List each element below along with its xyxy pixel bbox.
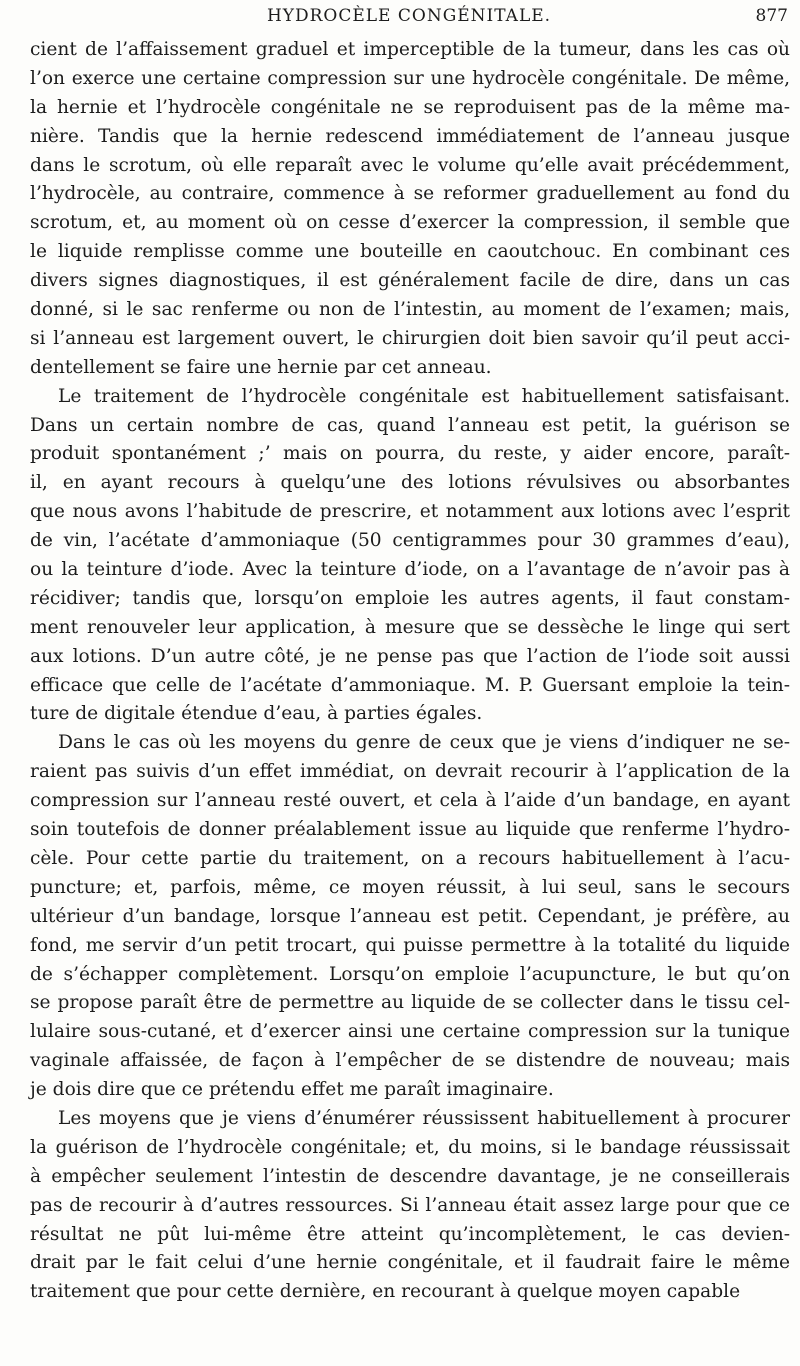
text-line: puncture; et, parfois, même, ce moyen réussit, à lui seul, sans le secours	[30, 876, 790, 898]
text-line: pas de recourir à d’autres ressources. Si l’anneau était assez large pour que ce	[30, 1194, 790, 1216]
text-line: récidiver; tandis que, lorsqu’on emploie les autres agents, il faut constam-	[30, 587, 790, 609]
text-line: se propose paraît être de permettre au liquide de se collecter dans le tissu cel-	[30, 992, 790, 1014]
text-line: Dans un certain nombre de cas, quand l’anneau est petit, la guérison se	[30, 414, 790, 436]
text-line: drait par le fait celui d’une hernie congénitale, et il faudrait faire le même	[30, 1252, 790, 1274]
body-text	[30, 36, 790, 1307]
text-line: fond, me servir d’un petit trocart, qui puisse permettre à la totalité du liquide	[30, 934, 790, 956]
text-line: Les moyens que je viens d’énumérer réussissent habituellement à procurer	[58, 1107, 790, 1129]
text-line: cèle. Pour cette partie du traitement, on a recours habituellement à l’acu-	[30, 847, 790, 869]
text-line: l’on exerce une certaine compression sur une hydrocèle congénitale. De même,	[30, 67, 790, 89]
page-header	[30, 6, 788, 32]
text-line: l’hydrocèle, au contraire, commence à se reformer graduellement au fond du	[30, 183, 790, 205]
text-line: Dans le cas où les moyens du genre de ceux que je viens d’indiquer ne se-	[58, 732, 790, 754]
text-line: à empêcher seulement l’intestin de descendre davantage, je ne conseillerais	[30, 1165, 790, 1187]
text-line: lulaire sous-cutané, et d’exercer ainsi une certaine compression sur la tunique	[30, 1021, 790, 1043]
text-line: divers signes diagnostiques, il est généralement facile de dire, dans un cas	[30, 270, 790, 292]
text-line: nière. Tandis que la hernie redescend immédiatement de l’anneau jusque	[30, 125, 790, 147]
page-number: 877	[755, 6, 788, 26]
text-line: efficace que celle de l’acétate d’ammoniaque. M. P. Guersant emploie la tein-	[30, 674, 790, 696]
text-line: il, en ayant recours à quelqu’une des lotions révulsives ou absorbantes	[30, 472, 790, 494]
text-line: de vin, l’acétate d’ammoniaque (50 centigrammes pour 30 grammes d’eau),	[30, 530, 790, 552]
text-line: dentellement se faire une hernie par cet anneau.	[30, 356, 492, 378]
text-line: scrotum, et, au moment où on cesse d’exercer la compression, il semble que	[30, 212, 790, 234]
text-line: ou la teinture d’iode. Avec la teinture d’iode, on a l’avantage de n’avoir pas à	[30, 559, 790, 581]
text-line: produit spontanément ;’ mais on pourra, du reste, y aider encore, paraît-	[30, 443, 790, 465]
text-line: raient pas suivis d’un effet immédiat, on devrait recourir à l’application de la	[30, 761, 790, 783]
text-line: ment renouveler leur application, à mesure que se dessèche le linge qui sert	[30, 616, 790, 638]
text-line: Le traitement de l’hydrocèle congénitale est habituellement satisfaisant.	[58, 385, 790, 407]
text-line: donné, si le sac renferme ou non de l’intestin, au moment de l’examen; mais,	[30, 299, 790, 321]
text-line: ture de digitale étendue d’eau, à parties égales.	[30, 703, 483, 725]
text-line: cient de l’affaissement graduel et imperceptible de la tumeur, dans les cas où	[30, 39, 790, 60]
text-line: le liquide remplisse comme une bouteille en caoutchouc. En combinant ces	[30, 241, 790, 263]
text-line: la guérison de l’hydrocèle congénitale; et, du moins, si le bandage réussissait	[30, 1136, 790, 1158]
text-line: compression sur l’anneau resté ouvert, et cela à l’aide d’un bandage, en ayant	[30, 790, 790, 812]
text-line: aux lotions. D’un autre côté, je ne pense pas que l’action de l’iode soit aussi	[30, 645, 790, 667]
text-line: résultat ne pût lui-même être atteint qu’incomplètement, le cas devien-	[30, 1223, 790, 1245]
text-line: que nous avons l’habitude de prescrire, et notamment aux lotions avec l’esprit	[30, 501, 790, 523]
text-line: la hernie et l’hydrocèle congénitale ne se reproduisent pas de la même ma-	[30, 96, 790, 118]
text-line: de s’échapper complètement. Lorsqu’on emploie l’acupuncture, le but qu’on	[30, 963, 790, 985]
text-line: dans le scrotum, où elle reparaît avec le volume qu’elle avait précédemment,	[30, 154, 790, 176]
text-line: je dois dire que ce prétendu effet me paraît imaginaire.	[30, 1079, 554, 1101]
text-line: si l’anneau est largement ouvert, le chirurgien doit bien savoir qu’il peut acci-	[30, 327, 790, 349]
text-line: traitement que pour cette dernière, en recourant à quelque moyen capable	[30, 1281, 741, 1303]
text-line: soin toutefois de donner préalablement issue au liquide que renferme l’hydro-	[30, 819, 790, 841]
text-line: ultérieur d’un bandage, lorsque l’anneau est petit. Cependant, je préfère, au	[30, 905, 790, 927]
text-line: vaginale affaissée, de façon à l’empêcher de se distendre de nouveau; mais	[30, 1050, 790, 1072]
running-title: HYDROCÈLE CONGÉNITALE.	[266, 6, 552, 26]
